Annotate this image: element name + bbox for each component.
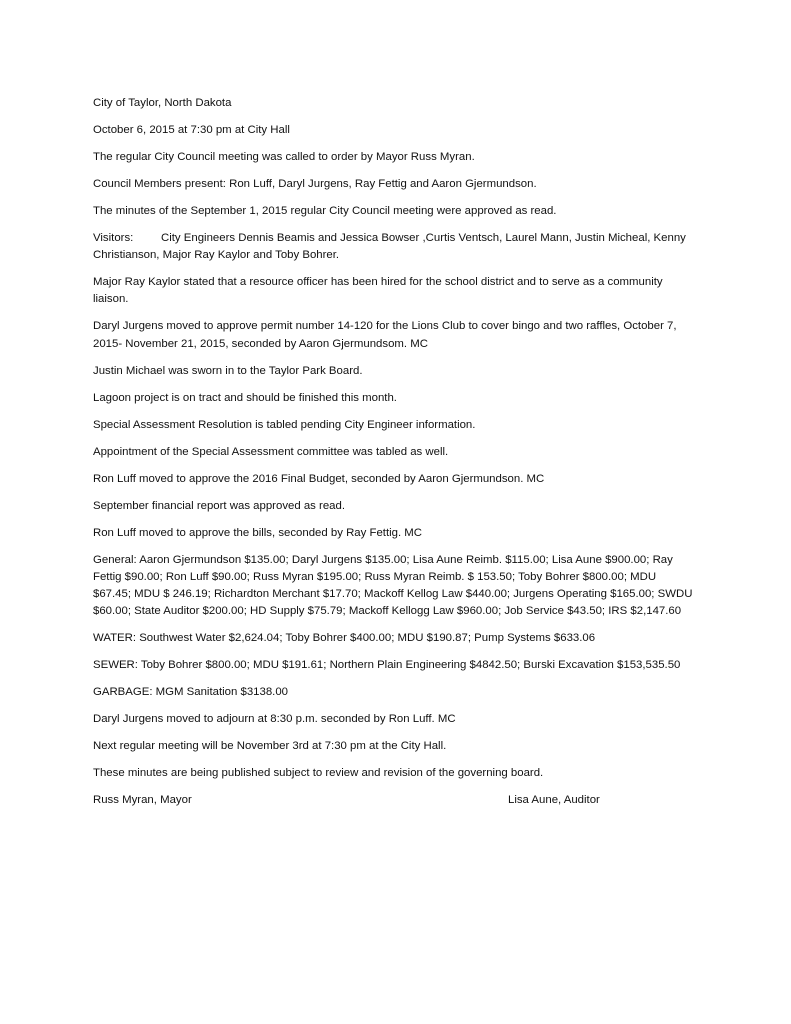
meeting-minutes xyxy=(93,95,693,810)
sewer-bills: SEWER: Toby Bohrer $800.00; MDU $191.61; Northern Plain Engineering $4842.50; Burski Excavation $153,535.50 xyxy=(93,659,681,672)
members-present: Council Members present: Ron Luff, Daryl Jurgens, Ray Fettig and Aaron Gjermundson. xyxy=(93,178,537,190)
special-assessment-resolution: Special Assessment Resolution is tabled pending City Engineer information. xyxy=(93,418,476,431)
minutes-approved: The minutes of the September 1, 2015 regular City Council meeting were approved as read. xyxy=(93,205,557,217)
permit-motion: Daryl Jurgens moved to approve permit number 14-120 for the Lions Club to cover bingo and two raffles, October 7, 2015- November 21, 2015, seconded by Aaron Gjermundsom. MC xyxy=(93,320,677,350)
general-bills: General: Aaron Gjermundson $135.00; Daryl Jurgens $135.00; Lisa Aune Reimb. $115.00; Lisa Aune $900.00; Ray Fettig $90.00; Ron Luff $90.00; Russ Myran $195.00; Russ Myran Reimb. $ 153.50; Toby Bohrer $800.00; MDU $67.45; MDU $ 246.19; Richardton Merchant $17.70; Mackoff Kellog Law $440.00; Jurgens Operating $165.00; SWDU $60.00; State Auditor $200.00; HD Supply $75.79; Mackoff Kellogg Law $960.00; Job Service $43.50; IRS $2,147.60 xyxy=(93,553,693,618)
city-heading: City of Taylor, North Dakota xyxy=(93,97,232,109)
park-board: Justin Michael was sworn in to the Taylor Park Board. xyxy=(93,364,363,377)
meeting-date: October 6, 2015 at 7:30 pm at City Hall xyxy=(93,124,290,136)
garbage-bills: GARBAGE: MGM Sanitation $3138.00 xyxy=(93,686,289,699)
special-assessment-committee: Appointment of the Special Assessment committee was tabled as well. xyxy=(93,445,449,458)
publication-note: These minutes are being published subject to review and revision of the governing board. xyxy=(93,767,544,780)
auditor-signature: Lisa Aune, Auditor xyxy=(508,794,600,807)
water-bills: WATER: Southwest Water $2,624.04; Toby Bohrer $400.00; MDU $190.87; Pump Systems $633.06 xyxy=(93,632,596,645)
signature-line xyxy=(93,792,693,810)
next-meeting: Next regular meeting will be November 3rd at 7:30 pm at the City Hall. xyxy=(93,740,447,753)
bills-motion: Ron Luff moved to approve the bills, seconded by Ray Fettig. MC xyxy=(93,526,423,539)
visitors-text: City Engineers Dennis Beamis and Jessica Bowser ,Curtis Ventsch, Laurel Mann, Justin Micheal, Kenny Christianson, Major Ray Kaylor and Toby Bohrer. xyxy=(93,232,686,262)
adjourn-motion: Daryl Jurgens moved to adjourn at 8:30 p.m. seconded by Ron Luff. MC xyxy=(93,713,456,726)
call-to-order: The regular City Council meeting was called to order by Mayor Russ Myran. xyxy=(93,151,475,163)
mayor-signature: Russ Myran, Mayor xyxy=(93,794,192,807)
resource-officer: Major Ray Kaylor stated that a resource officer has been hired for the school district and to serve as a community liaison. xyxy=(93,276,663,306)
lagoon-project: Lagoon project is on tract and should be finished this month. xyxy=(93,391,397,404)
visitors-paragraph xyxy=(93,230,693,264)
financial-report: September financial report was approved as read. xyxy=(93,499,346,512)
visitors-label: Visitors: xyxy=(93,232,134,244)
final-budget-motion: Ron Luff moved to approve the 2016 Final Budget, seconded by Aaron Gjermundson. MC xyxy=(93,472,545,485)
